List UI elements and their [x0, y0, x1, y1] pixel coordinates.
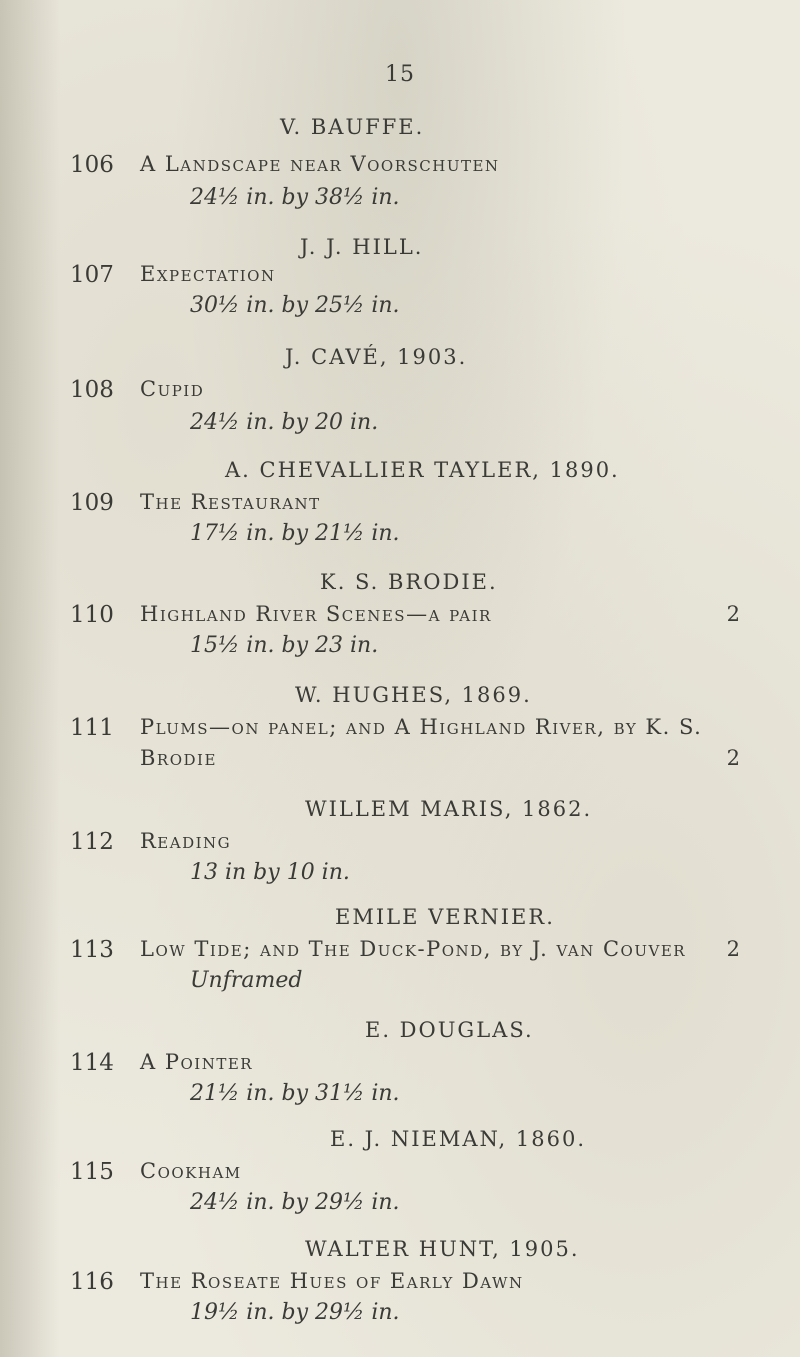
- artwork-title: A Landscape near Voorschuten: [140, 152, 500, 176]
- artist-name: A. CHEVALLIER TAYLER, 1890.: [225, 458, 620, 482]
- artwork-dimensions: 21½ in. by 31½ in.: [190, 1081, 400, 1106]
- lot-number: 109: [70, 490, 114, 516]
- artwork-title: Cookham: [140, 1159, 242, 1183]
- lot-number: 116: [70, 1269, 114, 1295]
- artwork-dimensions: 24½ in. by 20 in.: [190, 410, 379, 435]
- lot-number: 106: [70, 152, 114, 178]
- item-quantity: 2: [726, 746, 740, 770]
- artwork-title: The Roseate Hues of Early Dawn: [140, 1269, 524, 1293]
- artwork-dimensions: 30½ in. by 25½ in.: [190, 293, 400, 318]
- artwork-dimensions: 17½ in. by 21½ in.: [190, 521, 400, 546]
- artwork-dimensions: 19½ in. by 29½ in.: [190, 1300, 400, 1325]
- artwork-title: The Restaurant: [140, 490, 321, 514]
- lot-number: 108: [70, 377, 114, 403]
- artwork-title: Highland River Scenes—a pair: [140, 602, 492, 626]
- artwork-dimensions: 24½ in. by 38½ in.: [190, 185, 400, 210]
- lot-number: 107: [70, 262, 114, 288]
- item-quantity: 2: [726, 937, 740, 961]
- item-quantity: 2: [726, 602, 740, 626]
- artwork-title: Expectation: [140, 262, 276, 286]
- artist-name: EMILE VERNIER.: [335, 905, 555, 929]
- artist-name: J. J. HILL.: [300, 235, 424, 259]
- artist-name: J. CAVÉ, 1903.: [285, 345, 468, 369]
- lot-number: 111: [70, 715, 114, 741]
- page-number: 15: [385, 62, 415, 87]
- lot-number: 115: [70, 1159, 114, 1185]
- artist-name: W. HUGHES, 1869.: [295, 683, 532, 707]
- artist-name: WALTER HUNT, 1905.: [305, 1237, 580, 1261]
- artist-name: V. BAUFFE.: [280, 115, 425, 139]
- artwork-title: Plums—on panel; and A Highland River, by K. S.: [140, 715, 703, 739]
- artist-name: K. S. BRODIE.: [320, 570, 498, 594]
- lot-number: 112: [70, 829, 114, 855]
- page-edge-shadow: [0, 0, 60, 1357]
- artist-name: WILLEM MARIS, 1862.: [305, 797, 593, 821]
- artwork-title: Low Tide; and The Duck-Pond, by J. van Couver: [140, 937, 687, 961]
- artwork-dimensions: 24½ in. by 29½ in.: [190, 1190, 400, 1215]
- framing-note: Unframed: [190, 968, 303, 993]
- artwork-title: Cupid: [140, 377, 205, 401]
- artwork-title-continued: Brodie: [140, 746, 217, 770]
- artwork-title: A Pointer: [140, 1050, 254, 1074]
- lot-number: 110: [70, 602, 114, 628]
- artwork-title: Reading: [140, 829, 232, 853]
- lot-number: 113: [70, 937, 114, 963]
- lot-number: 114: [70, 1050, 114, 1076]
- artwork-dimensions: 13 in by 10 in.: [190, 860, 350, 885]
- artwork-dimensions: 15½ in. by 23 in.: [190, 633, 379, 658]
- artist-name: E. J. NIEMAN, 1860.: [330, 1127, 586, 1151]
- artist-name: E. DOUGLAS.: [365, 1018, 534, 1042]
